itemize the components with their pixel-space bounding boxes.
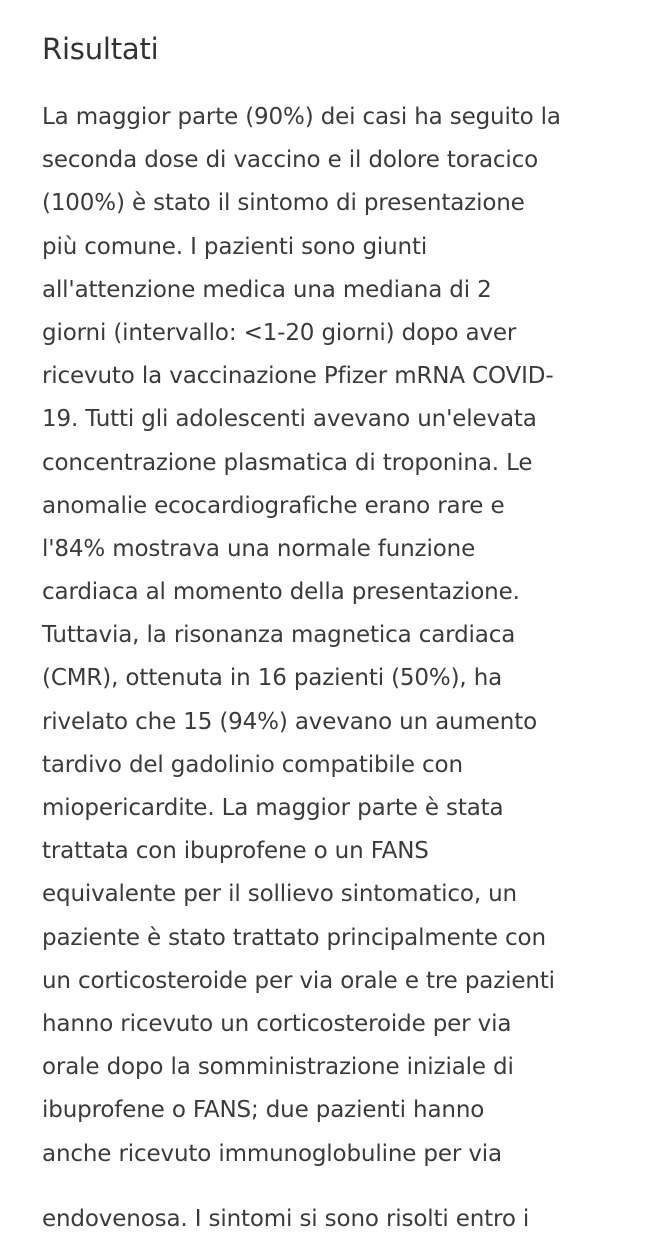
paragraph-line: Tuttavia, la risonanza magnetica cardiaca	[42, 622, 516, 649]
paragraph-line: paziente è stato trattato principalmente con	[42, 924, 546, 951]
paragraph-line: hanno ricevuto un corticosteroide per via	[42, 1010, 512, 1037]
paragraph-line: ibuprofene o FANS; due pazienti hanno	[42, 1097, 485, 1124]
paragraph-line: (100%) è stato il sintomo di presentazione	[42, 190, 525, 217]
cut-off-text: endovenosa. I sintomi si sono risolti entro i	[42, 1205, 530, 1232]
paragraph-line: ricevuto la vaccinazione Pfizer mRNA COVID-	[42, 363, 554, 390]
paragraph-line: trattata con ibuprofene o un FANS	[42, 838, 429, 865]
paragraph-line: più comune. I pazienti sono giunti	[42, 233, 428, 260]
paragraph-line: 19. Tutti gli adolescenti avevano un'elevata	[42, 406, 537, 433]
paragraph-line: cardiaca al momento della presentazione.	[42, 579, 520, 606]
paragraph-line: all'attenzione medica una mediana di 2	[42, 276, 492, 303]
paragraph-line: rivelato che 15 (94%) avevano un aumento	[42, 708, 538, 735]
paragraph-line: l'84% mostrava una normale funzione	[42, 535, 476, 562]
paragraph-line: La maggior parte (90%) dei casi ha seguito la	[42, 104, 561, 130]
section-heading: Risultati	[42, 32, 159, 66]
paragraph-line: miopericardite. La maggior parte è stata	[42, 795, 504, 821]
paragraph-line-cut-off	[42, 1176, 642, 1232]
results-paragraph	[42, 96, 642, 1232]
paragraph-line: (CMR), ottenuta in 16 pazienti (50%), ha	[42, 665, 503, 692]
paragraph-line: anomalie ecocardiografiche erano rare e	[42, 492, 505, 519]
paragraph-line: equivalente per il sollievo sintomatico, un	[42, 881, 517, 908]
paragraph-line: un corticosteroide per via orale e tre pazienti	[42, 967, 555, 994]
paragraph-line: concentrazione plasmatica di troponina. Le	[42, 449, 533, 476]
paragraph-line: giorni (intervallo: <1-20 giorni) dopo aver	[42, 319, 517, 346]
paragraph-line: orale dopo la somministrazione iniziale di	[42, 1054, 514, 1081]
paragraph-line: anche ricevuto immunoglobuline per via	[42, 1140, 502, 1167]
paragraph-line: seconda dose di vaccino e il dolore toracico	[42, 147, 539, 174]
paragraph-line: tardivo del gadolinio compatibile con	[42, 751, 463, 778]
